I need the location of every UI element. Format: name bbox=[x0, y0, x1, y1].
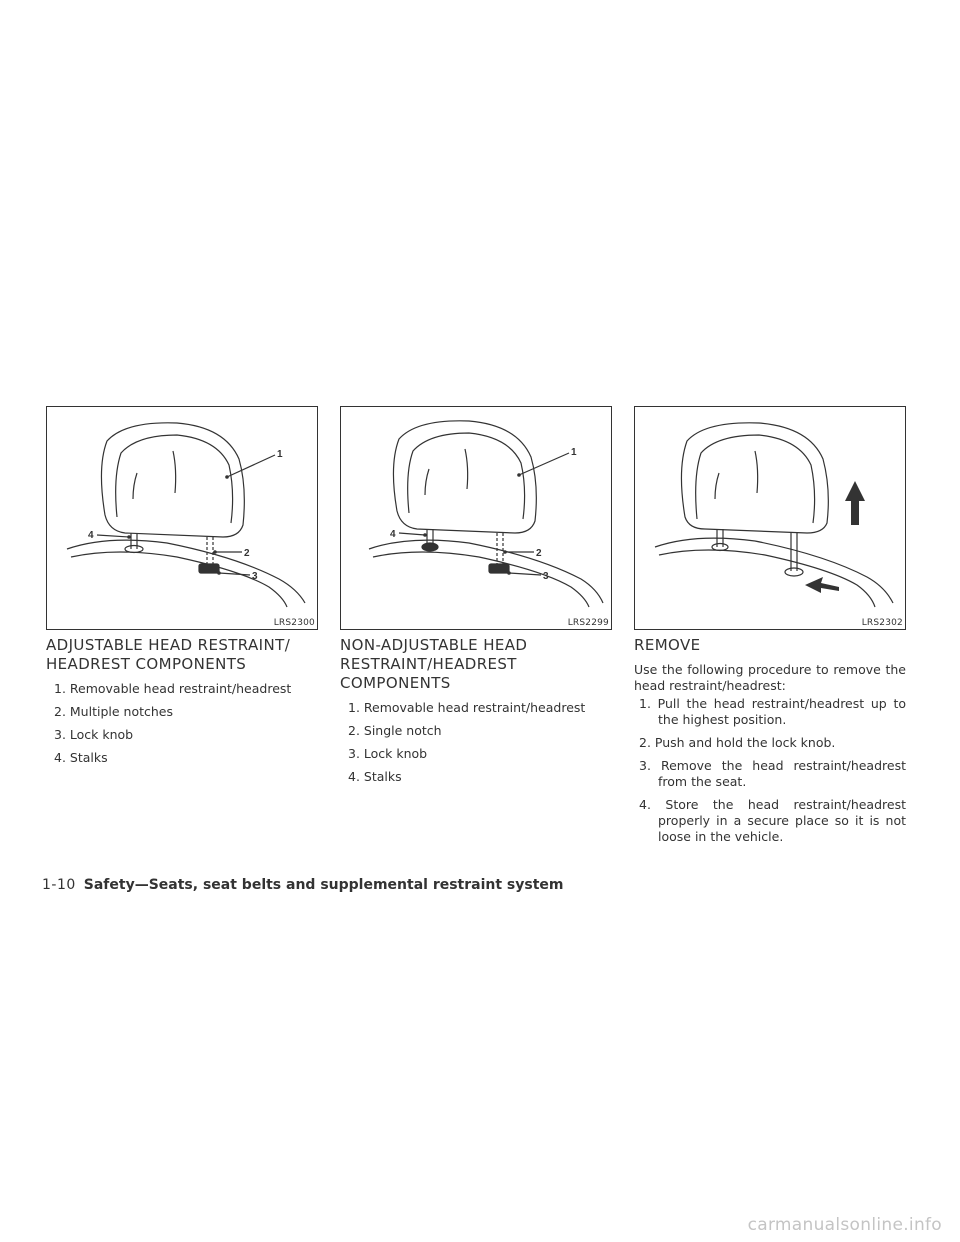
figure-code: LRS2302 bbox=[861, 618, 903, 628]
remove-steps-list bbox=[634, 696, 906, 845]
title-line: ADJUSTABLE HEAD RESTRAINT/ bbox=[46, 636, 291, 654]
figure-code: LRS2300 bbox=[273, 618, 315, 628]
callout-4: 4 bbox=[390, 529, 396, 540]
adjustable-head-restraint-figure bbox=[46, 406, 318, 630]
list-item: 1. Removable head restraint/headrest bbox=[348, 700, 586, 715]
title-line: RESTRAINT/HEADREST bbox=[340, 655, 517, 673]
list-item: 2. Multiple notches bbox=[54, 704, 173, 719]
remove-head-restraint-figure bbox=[634, 406, 906, 630]
non-adjustable-section bbox=[340, 406, 612, 792]
non-adjustable-parts-list bbox=[340, 700, 612, 784]
callout-1: 1 bbox=[571, 447, 577, 458]
remove-intro: Use the following procedure to remove the head restraint/headrest: bbox=[634, 662, 906, 693]
up-arrow-icon bbox=[845, 481, 865, 525]
callout-2: 2 bbox=[536, 548, 542, 559]
non-adjustable-head-restraint-illustration bbox=[341, 407, 611, 629]
list-item: 4. Stalks bbox=[348, 769, 402, 784]
non-adjustable-title bbox=[340, 636, 612, 693]
callout-2: 2 bbox=[244, 548, 250, 559]
title-line: NON-ADJUSTABLE HEAD bbox=[340, 636, 528, 654]
page-number: 1-10 bbox=[42, 877, 76, 893]
figure-code: LRS2299 bbox=[567, 618, 609, 628]
list-item: 2. Single notch bbox=[348, 723, 442, 738]
page-footer bbox=[42, 877, 564, 893]
list-item: 3. Lock knob bbox=[348, 746, 428, 761]
list-item: 4. Stalks bbox=[54, 750, 108, 765]
adjustable-parts-list bbox=[46, 681, 318, 765]
list-item: 4. Store the head restraint/headrest properly in a secure place so it is not loose in the vehicle. bbox=[639, 797, 906, 844]
list-item: 3. Remove the head restraint/headrest from the seat. bbox=[639, 758, 906, 789]
list-item: 1. Pull the head restraint/headrest up to the highest position. bbox=[639, 696, 906, 727]
title-line: HEADREST COMPONENTS bbox=[46, 655, 247, 673]
list-item: 3. Lock knob bbox=[54, 727, 134, 742]
chapter-title: Safety—Seats, seat belts and supplemental restraint system bbox=[83, 877, 564, 893]
non-adjustable-head-restraint-figure bbox=[340, 406, 612, 630]
remove-head-restraint-illustration bbox=[635, 407, 905, 629]
adjustable-head-restraint-illustration bbox=[47, 407, 317, 629]
watermark: carmanualsonline.info bbox=[747, 1215, 942, 1235]
list-item: 1. Removable head restraint/headrest bbox=[54, 681, 292, 696]
callout-4: 4 bbox=[88, 530, 94, 541]
remove-title: REMOVE bbox=[634, 636, 701, 654]
push-arrow-icon bbox=[805, 577, 839, 593]
callout-1: 1 bbox=[277, 449, 283, 460]
adjustable-title bbox=[46, 636, 318, 674]
callout-3: 3 bbox=[543, 571, 549, 582]
adjustable-section bbox=[46, 406, 318, 773]
list-item: 2. Push and hold the lock knob. bbox=[639, 735, 836, 750]
remove-section bbox=[634, 406, 906, 852]
title-line: COMPONENTS bbox=[340, 674, 451, 692]
callout-3: 3 bbox=[252, 571, 258, 582]
